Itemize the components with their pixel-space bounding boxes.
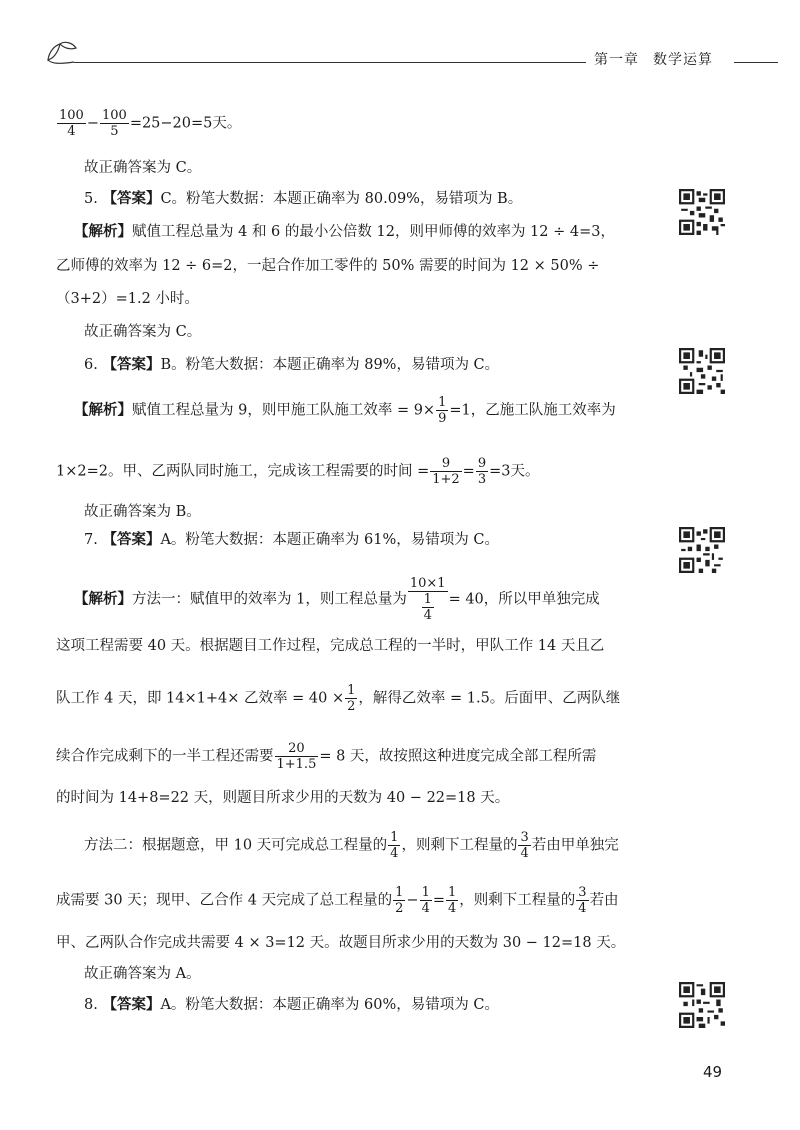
fraction: $\frac{3}{4}$ — [578, 885, 587, 916]
fraction: $\frac{3}{4}$ — [520, 830, 529, 861]
fraction: $\frac{1}{9}$ — [438, 395, 447, 426]
analysis-method-two: 方法二：根据题意，甲 10 天可完成总工程量的 $\frac{1}{4}$ ，则剩下工程量的 $\frac{3}{4}$ 若由甲单独完 — [84, 830, 619, 861]
answer-conclusion: 故正确答案为 A。 — [84, 966, 201, 982]
fraction: $\frac{9}{3}$ — [477, 456, 487, 487]
leaf-logo-icon — [44, 38, 78, 66]
analysis-continuation: 队工作 4 天，即 14×1+4× 乙效率 = 40 × $\frac{1}{2}$ ，解得乙效率 = 1.5。后面甲、乙两队继 — [56, 683, 621, 714]
answer-line-q6: 6. 【答案】B。粉笔大数据：本题正确率为 89%，易错项为 C。 — [84, 357, 500, 373]
answer-line-q7: 7. 【答案】A。粉笔大数据：本题正确率为 61%，易错项为 C。 — [84, 532, 499, 548]
fraction: $\frac{1}{4}$ — [448, 885, 457, 916]
analysis-continuation: 甲、乙两队合作完成共需要 4 × 3=12 天。故题目所求少用的天数为 30 − 12=18 天。 — [56, 935, 626, 951]
analysis-continuation: （3+2）=1.2 小时。 — [56, 291, 199, 307]
analysis-line: 【解析】赋值工程总量为 4 和 6 的最小公倍数 12，则甲师傅的效率为 12 ÷ 4=3， — [74, 224, 615, 240]
fraction: $\frac{1}{2}$ — [395, 885, 404, 916]
fraction: $\frac{1}{4}$ — [421, 885, 430, 916]
analysis-line: 【解析】赋值工程总量为 9，则甲施工队施工效率 = 9× $\frac{1}{9}$ =1，乙施工队施工效率为 — [74, 395, 616, 426]
formula-line: $\frac{100}{4}$ − $\frac{100}{5}$ =25−20=5天。 — [59, 108, 242, 139]
answer-line-q5: 5. 【答案】C。粉笔大数据：本题正确率为 80.09%，易错项为 B。 — [84, 191, 523, 207]
analysis-line: 【解析】方法一：赋值甲的效率为 1，则工程总量为 $\frac{10\times 1}{\frac{1}{4}}$ = 40，所以甲单独完成 — [74, 576, 600, 623]
analysis-continuation: 的时间为 14+8=22 天，则题目所求少用的天数为 40 − 22=18 天。 — [56, 790, 510, 806]
fraction: $\frac{1}{4}$ — [390, 830, 399, 861]
answer-conclusion: 故正确答案为 B。 — [84, 504, 201, 520]
chapter-header — [594, 49, 713, 69]
qr-code-icon[interactable] — [679, 189, 725, 235]
answer-conclusion: 故正确答案为 C。 — [84, 160, 202, 176]
fraction: $\frac{20}{1+1.5}$ — [276, 741, 317, 772]
fraction: $\frac{100}{5}$ — [101, 108, 127, 139]
chapter-number: 第一章 — [594, 52, 639, 68]
analysis-continuation: 成需要 30 天；现甲、乙合作 4 天完成了总工程量的 $\frac{1}{2}$ − $\frac{1}{4}$ = $\frac{1}{4}$ ，则剩下工程量的 $\frac{3}{4}$ 若由 — [56, 885, 619, 916]
fraction: $\frac{100}{4}$ — [59, 108, 84, 139]
page-number: 49 — [703, 1063, 723, 1081]
qr-code-icon[interactable] — [679, 527, 725, 573]
complex-fraction: $\frac{10\times 1}{\frac{1}{4}}$ — [409, 576, 446, 623]
answer-line-q8: 8. 【答案】A。粉笔大数据：本题正确率为 60%，易错项为 C。 — [84, 997, 499, 1013]
analysis-continuation: 这项工程需要 40 天。根据题目工作过程，完成总工程的一半时，甲队工作 14 天且乙 — [56, 638, 605, 654]
header-rule-left — [74, 62, 586, 63]
qr-code-icon[interactable] — [679, 982, 725, 1028]
fraction: $\frac{9}{1+2}$ — [432, 456, 460, 487]
analysis-continuation: 1×2=2。甲、乙两队同时施工，完成该工程需要的时间 = $\frac{9}{1+2}$ = $\frac{9}{3}$ =3天。 — [56, 456, 540, 487]
answer-conclusion: 故正确答案为 C。 — [84, 324, 202, 340]
analysis-continuation: 续合作完成剩下的一半工程还需要 $\frac{20}{1+1.5}$ = 8 天，故按照这种进度完成全部工程所需 — [56, 741, 597, 772]
header-rule-right — [734, 62, 778, 63]
chapter-title: 数学运算 — [653, 52, 713, 68]
fraction: $\frac{1}{2}$ — [347, 683, 356, 714]
qr-code-icon[interactable] — [679, 348, 725, 394]
analysis-continuation: 乙师傅的效率为 12 ÷ 6=2，一起合作加工零件的 50% 需要的时间为 12 × 50% ÷ — [56, 258, 600, 274]
